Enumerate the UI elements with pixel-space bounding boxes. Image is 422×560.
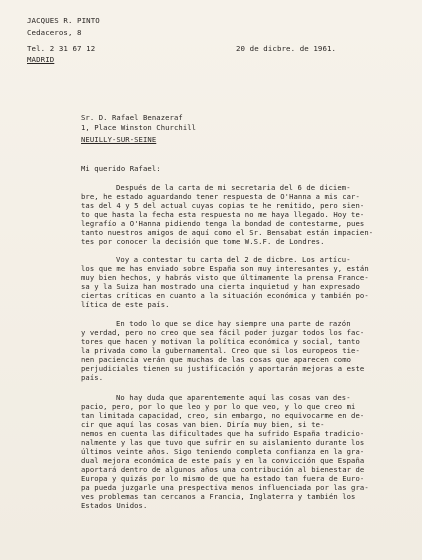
body-line: pacio, pero, por lo que leo y por lo que veo, y lo que creo mi <box>81 402 356 411</box>
body-line: Estados Unidos. <box>81 501 148 510</box>
body-line: Europa y quizás por lo mismo de que ha estado tan fuera de Euro- <box>81 474 365 483</box>
letter-date: 20 de dicbre. de 1961. <box>236 44 337 53</box>
sender-name: JACQUES R. PINTO <box>27 16 100 25</box>
body-line: aportará dentro de algunos años una contribución al bienestar de <box>81 465 365 474</box>
body-line: pa pueda juzgarle una prespectiva menos influenciada por las gra- <box>81 483 369 492</box>
body-line: ciertas críticas en cuanto a la situación económica y también po- <box>81 291 369 300</box>
body-line: ves problemas tan cercanos a Francia, Inglaterra y también los <box>81 492 356 501</box>
sender-city: MADRID <box>27 55 55 64</box>
body-line: tores que hacen y motivan la política económica y social, tanto <box>81 337 360 346</box>
body-line: muy bien hechos, y habrás visto que últimamente la prensa France- <box>81 273 369 282</box>
body-line: nalmente y las que tuvo que sufrir en su aislamiento durante los <box>81 438 365 447</box>
body-line: últimos veinte años. Sigo teniendo completa confianza en la gra- <box>81 447 365 456</box>
body-line: y verdad, pero no creo que sea fácil poder juzgar todos los fac- <box>81 328 365 337</box>
sender-phone: Tel. 2 31 67 12 <box>27 44 96 53</box>
body-line: lítica de este país. <box>81 300 170 309</box>
recipient-name: Sr. D. Rafael Benazeraf <box>81 113 183 122</box>
body-line: En todo lo que se dice hay siempre una parte de razón <box>116 319 351 328</box>
body-line: Voy a contestar tu carta del 2 de dicbre. Los artícu- <box>116 255 351 264</box>
recipient-address: 1, Place Winston Churchill <box>81 123 197 132</box>
body-line: los que me has enviado sobre España son muy interesantes y, están <box>81 264 369 273</box>
body-line: bre, he estado aguardando tener respuesta de O'Hanna a mis car- <box>81 192 360 201</box>
body-line: tes por conocer la decisión que tome W.S.F. de Londres. <box>81 237 325 246</box>
body-line: cir que aquí las cosas van bien. Diría muy bien, si te- <box>81 420 325 429</box>
body-line: perjudiciales tienen su justificación y aportarán mejoras a este <box>81 364 365 373</box>
salutation: Mi querido Rafael: <box>81 164 161 173</box>
sender-street: Cedaceros, 8 <box>27 28 82 37</box>
body-line: país. <box>81 373 104 382</box>
body-line: la privada como la gubernamental. Creo que si los europeos tie- <box>81 346 360 355</box>
body-line: Después de la carta de mi secretaria del 6 de diciem- <box>116 183 351 192</box>
recipient-city: NEUILLY-SUR-SEINE <box>81 135 157 144</box>
body-line: tan limitada capacidad, creo, sin embargo, no equivocarme en de- <box>81 411 365 420</box>
body-line: nen paciencia verán que muchas de las cosas que aparecen como <box>81 355 352 364</box>
body-line: legrafío a O'Hanna pidiendo tenga la bondad de contestarme, pues <box>81 219 365 228</box>
body-line: nemos en cuenta las dificultades que ha sufrido España tradicio- <box>81 429 365 438</box>
body-line: tas del 4 y 5 del actual cuyas copias te he remitido, pero sien- <box>81 201 365 210</box>
body-line: dual mejora económica de este país y en la convicción que España <box>81 456 365 465</box>
body-line: tanto nuestros amigos de aquí como el Sr. Bensabat están impacien- <box>81 228 374 237</box>
body-line: to que hasta la fecha esta respuesta no me haya llegado. Hoy te- <box>81 210 365 219</box>
body-line: sa y la Suiza han mostrado una cierta inquietud y han expresado <box>81 282 360 291</box>
body-line: No hay duda que aparentemente aquí las cosas van des- <box>116 393 351 402</box>
